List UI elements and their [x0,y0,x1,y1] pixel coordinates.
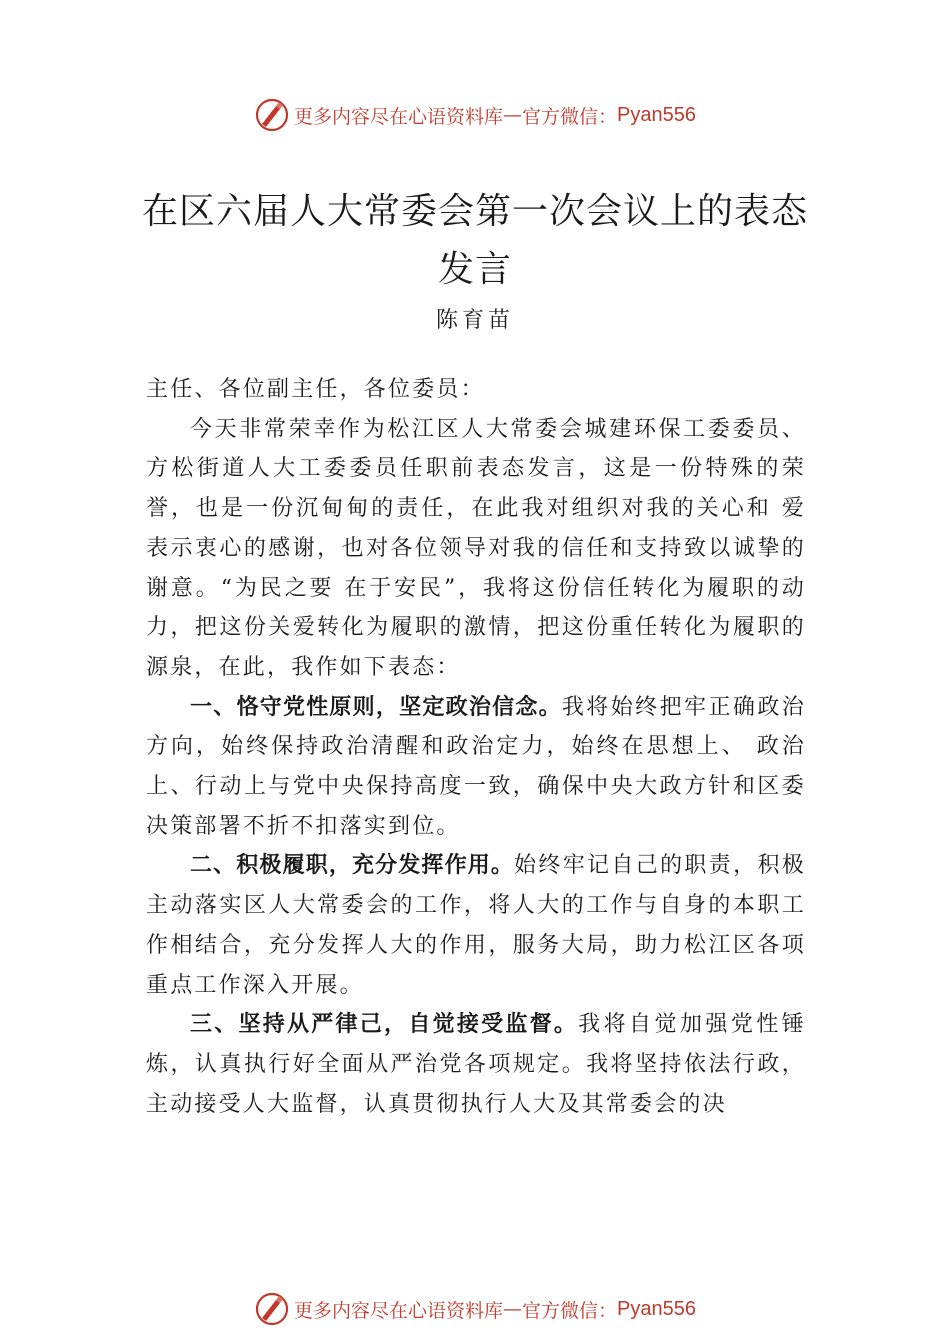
point-heading: 一、恪守党性原则，坚定政治信念。 [190,694,562,720]
banner-label: 官方微信： [522,105,618,128]
banner-account: Pyan556 [617,103,696,126]
header-banner [0,95,950,135]
intro-paragraph: 今天非常荣幸作为松江区人大常委会城建环保工委委员、方松街道人大工委委员任职前表态发言，这是一份特殊的荣誉，也是一份沉甸甸的责任，在此我对组织对我的关心和 爱表示衷心的感谢，也对各位领导对我的信任和支持致以诚挚的谢意。“为民之要 在于安民”，我将这份信任转化为履职的动力，把这份关爱转化为履职的激情，把这份重任转化为履职的源泉，在此，我作如下表态： [146,416,806,680]
point-text: 我将始终把牢正确政治方向，始终保持政治清醒和政治定力，始终在思想上、 政治上、行动上与党中央保持高度一致，确保中央大政方针和区委决策部署不折不扣落实到位。 [146,694,806,839]
document-body [146,370,806,1124]
point-text: 始终牢记自己的职责，积极主动落实区人大常委会的工作，将人大的工作与自身的本职工作相结合，充分发挥人大的作用，服务大局，助力松江区各项重点工作深入开展。 [146,853,806,998]
banner-account: Pyan556 [617,1297,696,1320]
pen-logo-icon [254,97,290,133]
point-paragraph [146,1005,806,1124]
pen-logo-icon [254,1291,290,1327]
banner-separator: — [503,1298,523,1320]
banner-brand: 更多内容尽在心语资料库 [294,105,504,128]
point-text: 我将自觉加强党性锤炼，认真执行好全面从严治党各项规定。我将坚持依法行政，主动接受人大监督，认真贯彻执行人大及其常委会的决 [146,1012,806,1117]
document-title: 在区六届人大常委会第一次会议上的表态发言 [141,191,808,290]
banner-brand: 更多内容尽在心语资料库 [294,1299,504,1322]
point-paragraph [146,846,806,1005]
point-heading: 二、积极履职，充分发挥作用。 [190,853,515,879]
banner-label: 官方微信： [522,1299,618,1322]
document-author: 陈育苗 [435,308,514,333]
banner-separator: — [503,104,523,126]
point-paragraph [146,688,806,847]
salutation: 主任、各位副主任，各位委员： [146,377,485,402]
point-heading: 三、坚持从严律己，自觉接受监督。 [190,1012,579,1038]
footer-banner [0,1289,950,1329]
